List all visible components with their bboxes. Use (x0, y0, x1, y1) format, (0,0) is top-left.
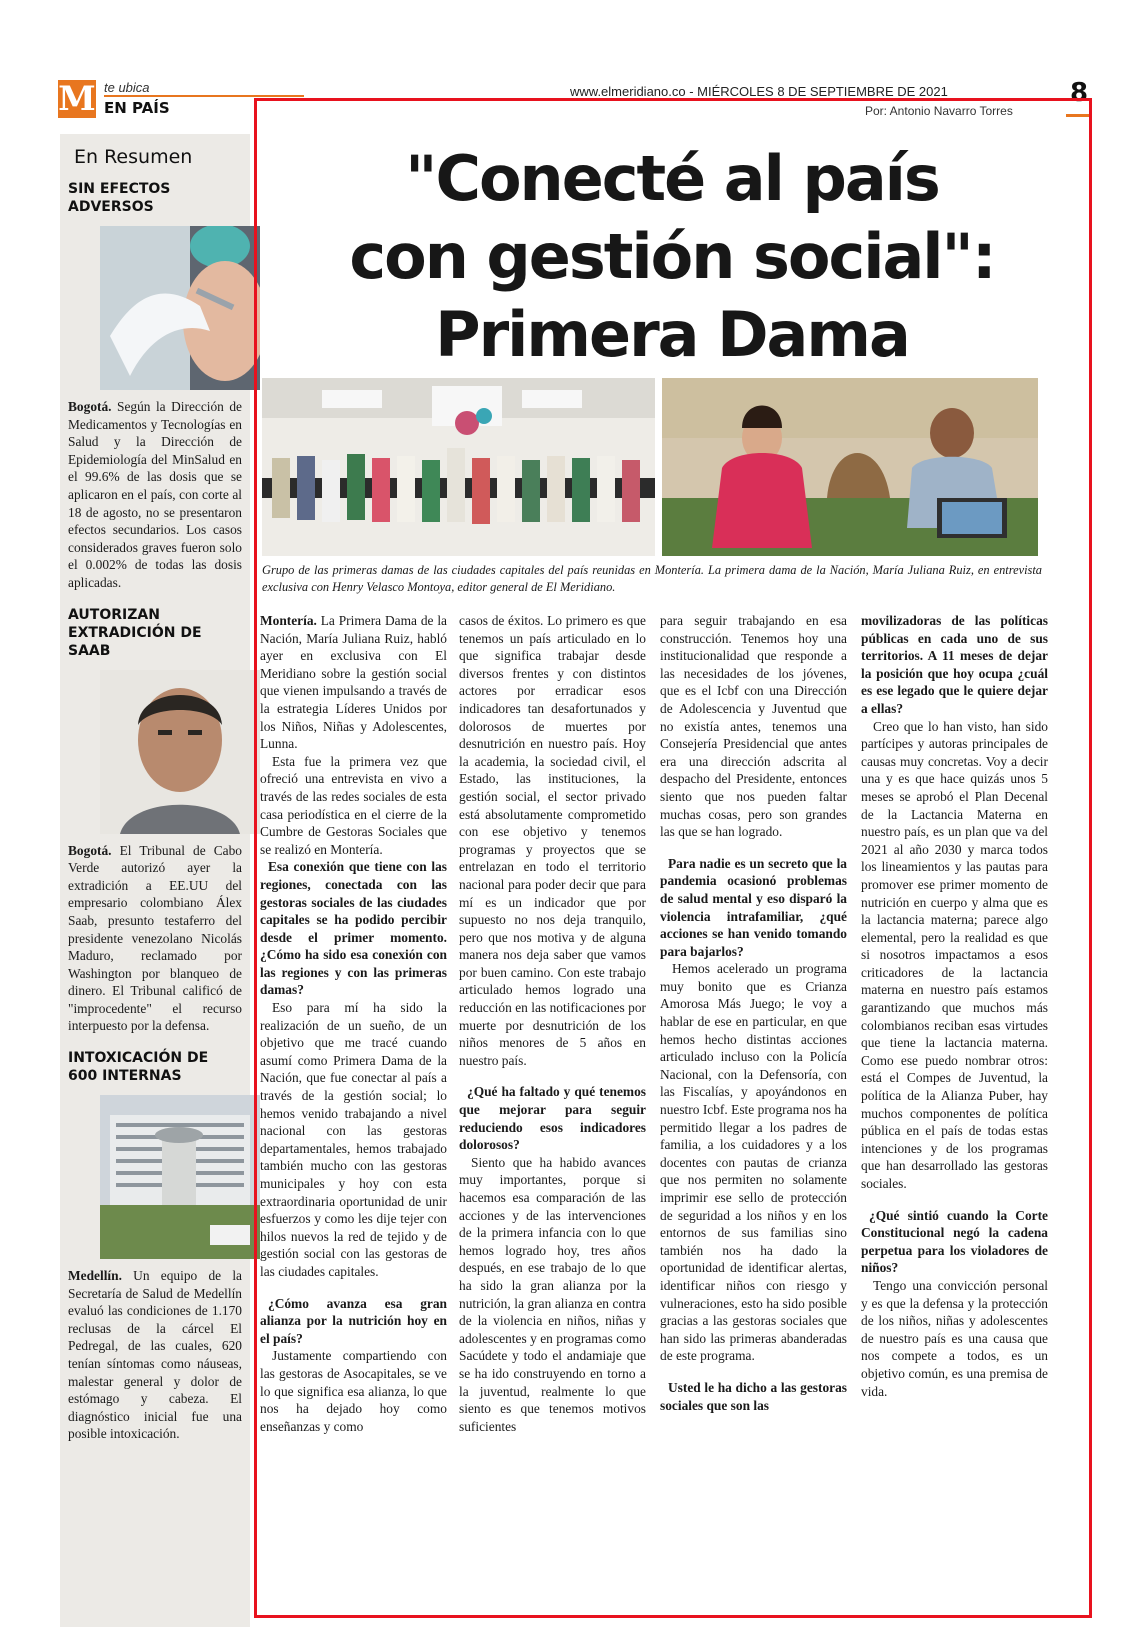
paragraph: Esta fue la primera vez que ofreció una entrevista en vivo a través de las redes sociales de esta casa periodística en el cierre de la Cumbre de Gestoras Sociales que se realizó en Montería. (260, 753, 447, 857)
sidebar-item-text: Bogotá. El Tribunal de Cabo Verde autorizó ayer la extradición a EE.UU del empresario colombiano Álex Saab, presunto testaferro del presidente venezolano Nicolás Maduro, reclamado por Washington por blanqueo de dinero. El Tribunal calificó de "improcedente" el recurso interpuesto por la defensa. (68, 842, 242, 1034)
question: Esa conexión que tiene con las regiones, conectada con las gestoras sociales de las ciudades capitales se ha podido percibir desde el primer momento. ¿Cómo ha sido esa conexión con las regiones y con las primeras damas? (260, 859, 447, 998)
sidebar-item-text: Bogotá. Según la Dirección de Medicamentos y Tecnologías en Salud y la Dirección de Epidemiología del MinSalud en el 99.6% de las dosis que se aplicaron en el país, con corte al 18 de agosto, no se presentaron efectos secundarios. Los casos considerados graves fueron solo el 0.002% de todas las dosis aplicadas. (68, 399, 242, 590)
vaccine-photo (100, 226, 260, 390)
sidebar-item (68, 180, 242, 592)
question: Usted le ha dicho a las gestoras sociales que son las (660, 1379, 847, 1413)
paragraph: Justamente compartiendo con las gestoras de Asocapitales, se ve lo que significa esa alianza, lo que nos ha dejado hoy como enseñanzas y como (260, 1348, 447, 1434)
paragraph: Creo que lo han visto, han sido partícipes y autoras principales de causas muy concretas. Voy a decir una y es que hace quizás unos 5 meses se aprobó el Plan Decenal de la Lactancia Materna en nuestro país, es un plan que va del 2021 al año 2030 y marca todos los lineamientos y las pautas para promover ese primer momento de nutrición en cuerpo y alma que es la lactancia materna; parece algo elemental, pero la realidad es que si nosotros impactamos a esos criticadores de la lactancia materna en nuestro país estamos garantizando que muchos más colombianos reciban esas virtudes que tiene la lactancia materna. Como ese puedo nombrar otros: está el Compes de Juventud, la política de la Alianza Puber, hay muchos componentes de política pública en el país de todas estas intenciones y de los programas que han desarrollado las gestoras sociales. (861, 718, 1048, 1191)
group-photo (262, 378, 655, 556)
sidebar-item (68, 1049, 242, 1443)
question: ¿Qué ha faltado y qué tenemos que mejorar para seguir reduciendo esos indicadores dolorosos? (459, 1084, 646, 1153)
sidebar-item-title: AUTORIZAN EXTRADICIÓN DE SAAB (68, 606, 202, 659)
question: ¿Qué sintió cuando la Corte Constitucional negó la cadena perpetua para los violadores de niños? (861, 1207, 1048, 1276)
photo-caption: Grupo de las primeras damas de las ciudades capitales del país reunidas en Montería. La primera dama de la Nación, María Juliana Ruiz, en entrevista exclusiva con Henry Velasco Montoya, editor general de El Meridiano. (262, 563, 1042, 594)
paragraph: casos de éxitos. Lo primero es que tenemos un país articulado en lo que significa trabajar desde diversos frentes y con distintos actores por erradicar esos indicadores tan desafortunados y dolorosos de muertes por desnutrición en nuestro país. Hoy la academia, la sociedad civil, el Estado, las instituciones, la gestión social, el sector privado está absolutamente comprometido con ese objetivo y tenemos programas y proyectos que se entrelazan en todo el territorio nacional para poder decir que para mí es un indicador que por supuesto no nos deja tranquilo, pero que nos motiva y de alguna manera nos deja saber que vamos por buen camino. Con este trabajo articulado hemos logrado una reducción en las notificaciones por muerte por desnutrición de los niños menores de 5 años en nuestro país. (459, 613, 646, 1068)
paragraph: Montería. La Primera Dama de la Nación, María Juliana Ruiz, habló ayer en exclusiva con El Meridiano sobre la gestión social que vienen impulsando a través de la estrategia Líderes Unidos por los Niños, Niñas y Adolescentes, Lunna. (260, 613, 447, 752)
paragraph: Hemos acelerado un programa muy bonito que es Crianza Amorosa Más Juego; le voy a hablar de ese en particular, en que hemos hecho distintas acciones articulado incluso con la Policía Nacional, con la Defensoría, con las Fiscalías, y apoyándonos en nuestro Icbf. Este programa nos ha permitido llegar a los padres de familia, a los cuidadores y a los docentes con pautas de crianza que nos permiten no solamente imprimir ese sello de protección de seguridad a los niños y en los entornos de sus familias sino también nos ha dado la oportunidad de identificar alertas, identificar niños con riesgo y vulneraciones, esto ha sido posible gracias a las gestoras sociales que han sido las primeras abanderadas de este programa. (660, 961, 847, 1364)
sidebar-item (68, 606, 242, 1036)
headline: "Conecté al país con gestión social": Primera Dama (349, 142, 995, 371)
sidebar-heading: En Resumen (74, 146, 193, 168)
header-rule (104, 95, 304, 97)
question: ¿Cómo avanza esa gran alianza por la nutrición hoy en el país? (260, 1295, 447, 1346)
section-name: EN PAÍS (104, 99, 170, 117)
paragraph: Siento que ha habido avances muy importantes, porque si hacemos esa comparación de las acciones y de las intervenciones de la primera infancia con lo que hemos logrado hoy, tres años después, en ese trabajo de lo que ha sido la gran alianza por la nutrición, la gran alianza en contra de la violencia en niños, niñas y adolescentes y en programas como Sacúdete y todo el andamiaje que se ha ido construyendo en torno a la juventud, realmente lo que siento es que tenemos motivos suficientes (459, 1154, 646, 1434)
paragraph: Tengo una convicción personal y es que la defensa y la protección de los niños, niñas y adolescentes de nuestro país es una causa que nos compete a todos, es un objetivo común, es una premisa de vida. (861, 1277, 1048, 1399)
prison-photo (100, 1095, 260, 1259)
article-column-3 (660, 612, 847, 1414)
saab-photo (100, 670, 260, 834)
sidebar-item-title: SIN EFECTOS ADVERSOS (68, 181, 171, 215)
meridiano-logo: M (58, 79, 96, 119)
interview-photo (662, 378, 1038, 556)
sidebar-en-resumen (60, 134, 250, 1627)
question: Para nadie es un secreto que la pandemia ocasionó problemas de salud mental y eso disparó la violencia intrafamiliar, ¿qué acciones se han venido tomando para bajarlos? (660, 855, 847, 959)
article-column-4 (861, 612, 1048, 1400)
sidebar-item-title: INTOXICACIÓN DE 600 INTERNAS (68, 1050, 209, 1085)
paragraph: para seguir trabajando en esa construcción. Tenemos hoy una institucionalidad que responde a las necesidades de los jóvenes, que es el Icbf con una Dirección de Adolescencia y Juventud que no existía antes, tenemos una Consejería Presidencial que antes era una dirección adscrita al despacho del Presidente, entonces siento que nos pueden faltar muchas cosas, pero son grandes las que se han logrado. (660, 613, 847, 840)
article-column-2 (459, 612, 646, 1435)
sidebar-item-text: Medellín. Un equipo de la Secretaría de Salud de Medellín evaluó las condiciones de 1.170 reclusas de la cárcel El Pedregal, de las cuales, 620 tenían síntomas como náuseas, malestar general y dolor de estómago y cabeza. El diagnóstico inicial fue una posible intoxicación. (68, 1268, 242, 1442)
article-column-1 (260, 612, 447, 1435)
page-number: 8 (1070, 78, 1089, 108)
paragraph: Eso para mí ha sido la realización de un sueño, de un objetivo que me tracé cuando asumí como Primera Dama de la Nación, que fue conectar al país a través de la gestión social; lo hemos venido trabajando a nivel nacional con las gestoras departamentales, hemos trabajado también mucho con las gestoras municipales y hoy con esta extraordinaria oportunidad de unir esfuerzos y como les dije tejer con hilos nuevos la red de tejido y de gestión social con las gestoras de las ciudades capitales. (260, 1000, 447, 1279)
question: movilizadoras de las políticas públicas en cada uno de sus territorios. A 11 meses de dejar la posición que hoy ocupa ¿cuál es ese legado que le quiere dejar a ellas? (861, 613, 1048, 716)
byline: Por: Antonio Navarro Torres (865, 104, 1013, 118)
site-date-line: www.elmeridiano.co - MIÉRCOLES 8 DE SEPTIEMBRE DE 2021 (570, 84, 948, 99)
section-kicker: te ubica (104, 80, 150, 95)
